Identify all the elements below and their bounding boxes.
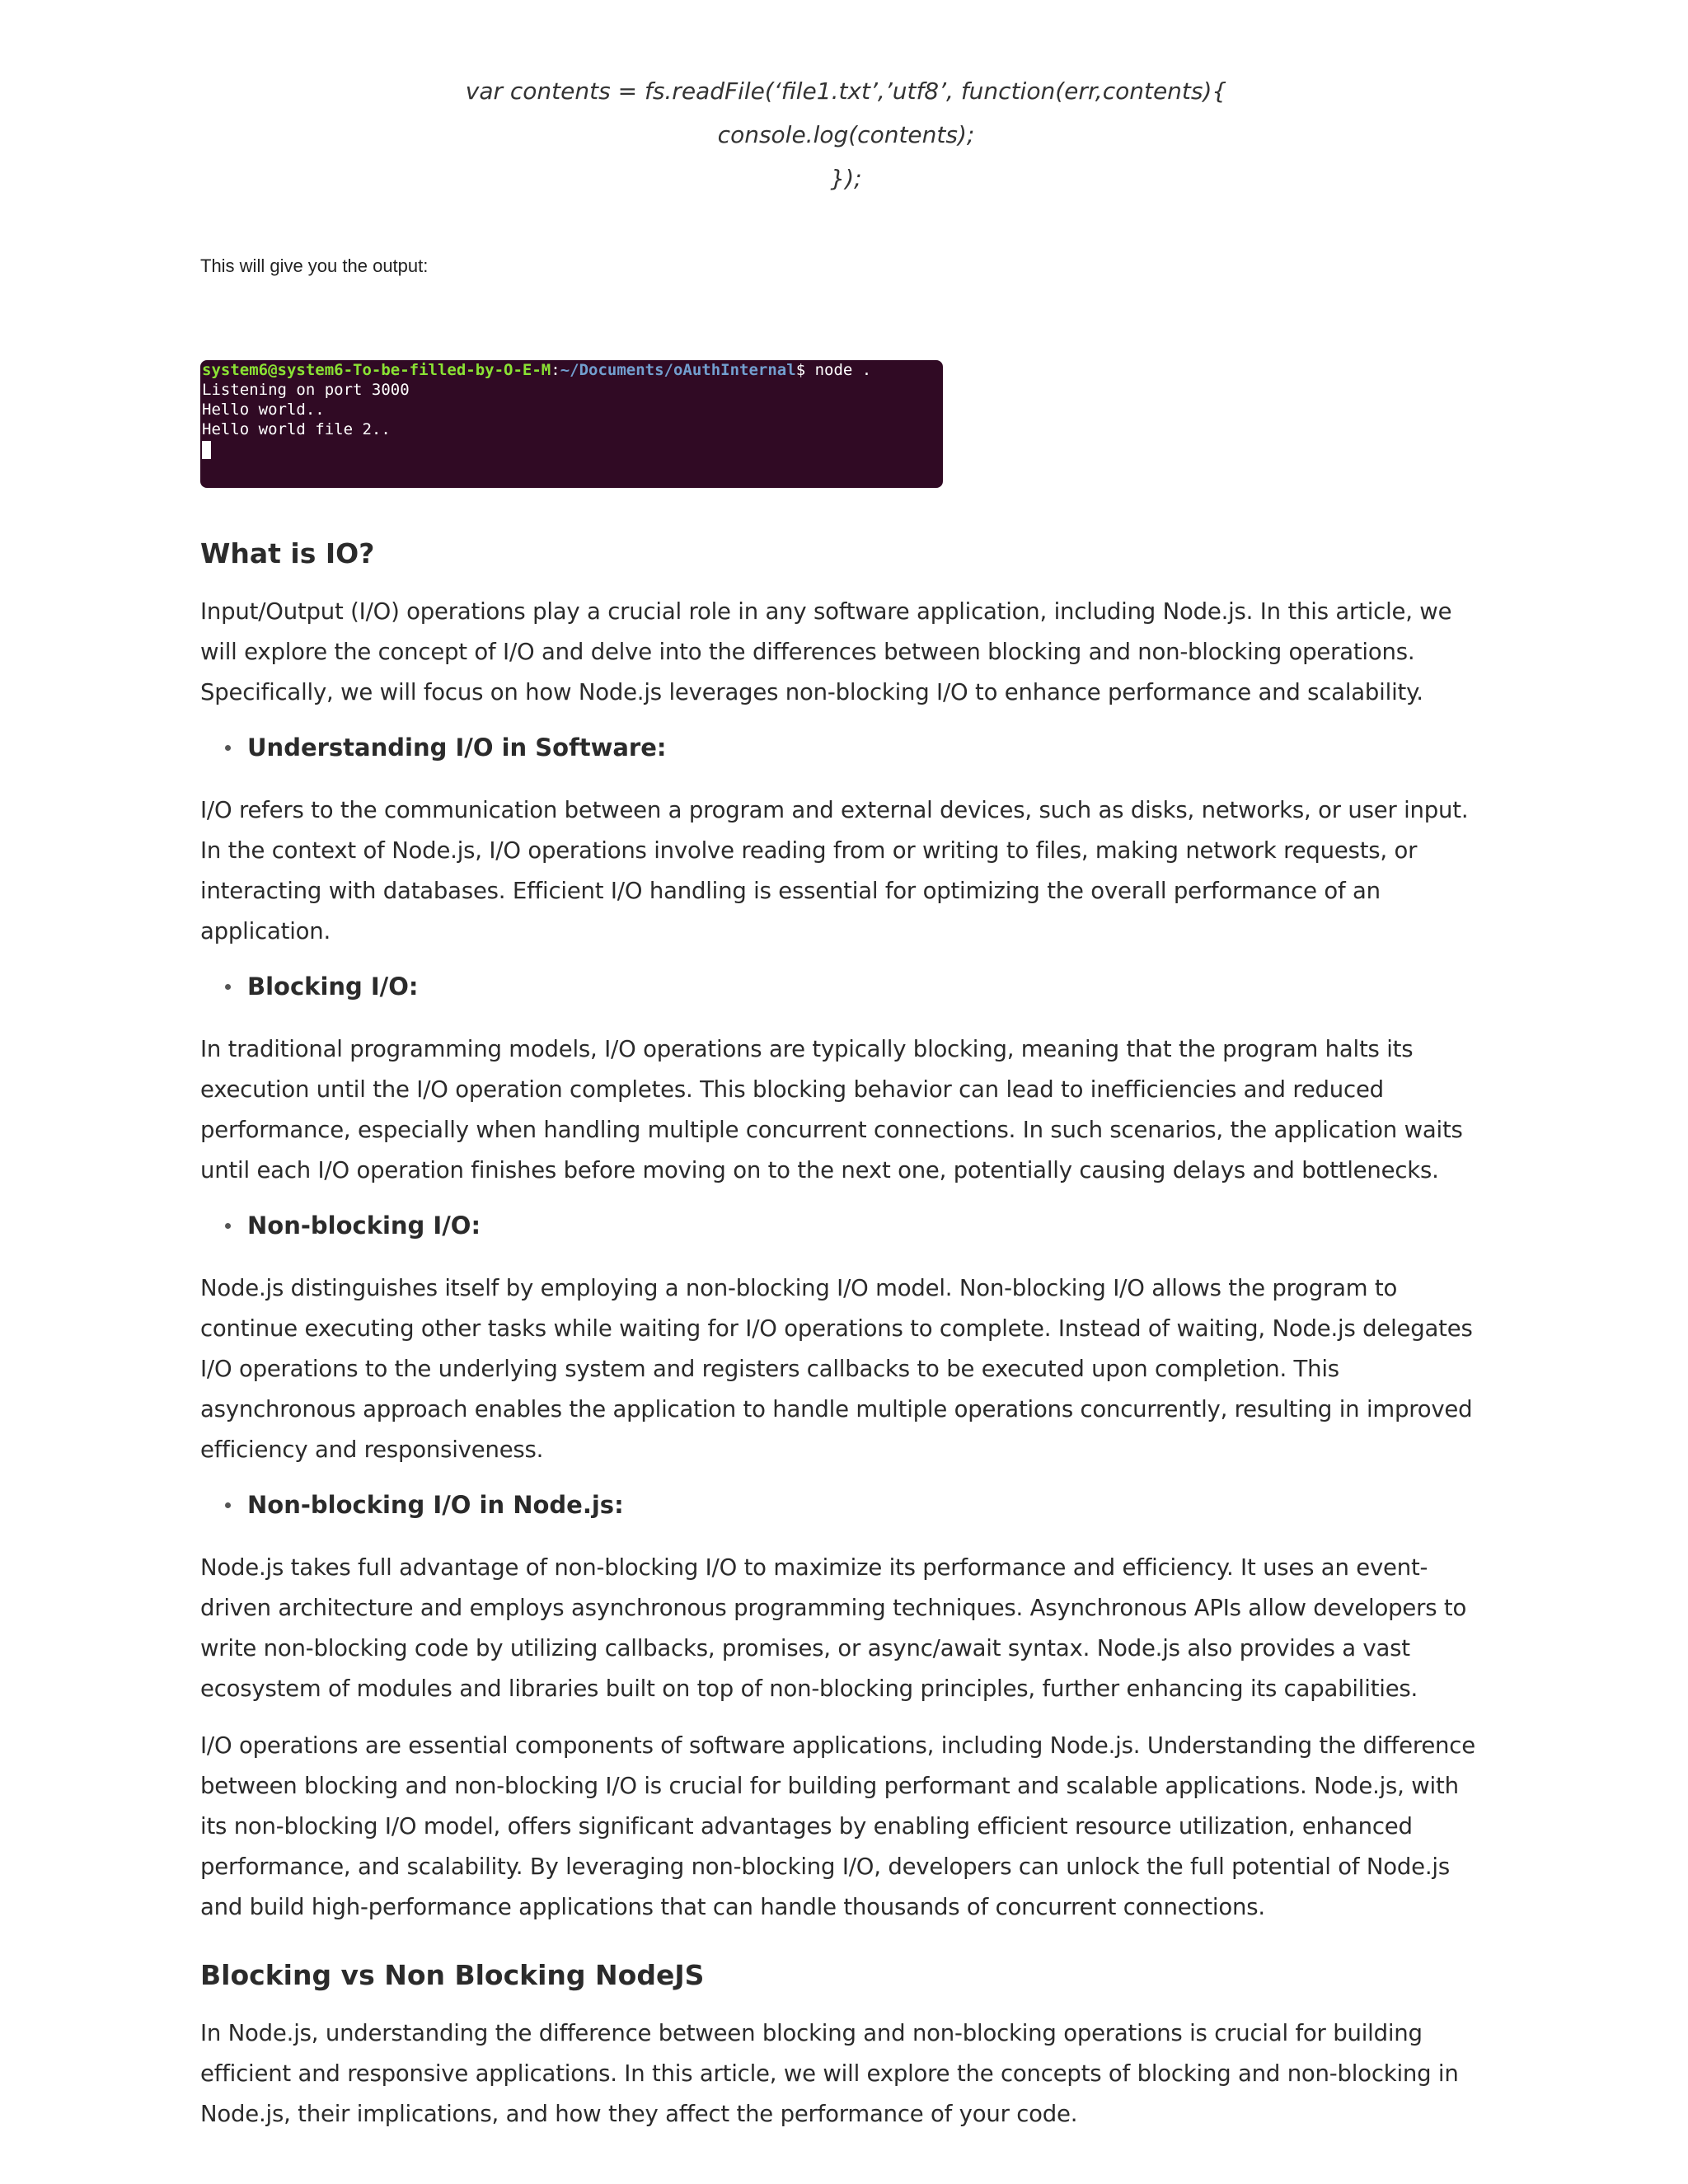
paragraph-non-blocking-nodejs: Node.js takes full advantage of non-blocking I/O to maximize its performance and efficiency. It uses an event-driven architecture and employs asynchronous programming techniques. Asynchronous APIs allow developers to write non-blocking code by utilizing callbacks, promises, or async/await syntax. Node.js also provides a vast ecosystem of modules and libraries built on top of non-blocking principles, further enhancing its capabilities. xyxy=(200,1554,1467,1702)
code-snippet xyxy=(200,69,1492,200)
bullet-dot-icon xyxy=(225,745,231,751)
bullet-dot-icon xyxy=(225,1223,231,1229)
terminal-screenshot xyxy=(200,360,943,488)
paragraph-blocking-intro: In Node.js, understanding the difference between blocking and non-blocking operations is crucial for building efficient and responsive applications. In this article, we will explore the concepts of blocking and non-blocking in Node.js, their implications, and how they affect the performance of your code. xyxy=(200,2020,1459,2127)
paragraph-io-intro: Input/Output (I/O) operations play a crucial role in any software application, including Node.js. In this article, we will explore the concept of I/O and delve into the differences between blocking and non-blocking operations. Specifically, we will focus on how Node.js leverages non-blocking I/O to enhance performance and scalability. xyxy=(200,598,1452,705)
article-content xyxy=(200,534,1492,2151)
bullet-list xyxy=(200,729,1492,766)
bullet-label: Non-blocking I/O in Node.js: xyxy=(247,1491,624,1519)
terminal-output-line: Hello world.. xyxy=(202,401,325,419)
terminal-prompt-path: ~/Documents/oAuthInternal xyxy=(560,361,796,379)
bullet-non-blocking-nodejs xyxy=(200,1487,1492,1523)
bullet-label: Non-blocking I/O: xyxy=(247,1212,481,1240)
paragraph-understanding-io: I/O refers to the communication between a program and external devices, such as disks, networks, or user input. In the context of Node.js, I/O operations involve reading from or writing to files, making network requests, or interacting with databases. Efficient I/O handling is essential for optimizing the overall performance of an application. xyxy=(200,797,1469,944)
section-heading-blocking-vs-non-blocking: Blocking vs Non Blocking NodeJS xyxy=(200,1959,705,1991)
terminal-lines xyxy=(202,360,871,459)
terminal-prompt-colon: : xyxy=(551,361,560,379)
code-line-3: }); xyxy=(830,165,862,192)
paragraph-non-blocking-io: Node.js distinguishes itself by employing a non-blocking I/O model. Non-blocking I/O allows the program to continue executing other tasks while waiting for I/O operations to complete. Instead of waiting, Node.js delegates I/O operations to the underlying system and registers callbacks to be executed upon completion. This asynchronous approach enables the application to handle multiple operations concurrently, resulting in improved efficiency and responsiveness. xyxy=(200,1275,1473,1463)
bullet-dot-icon xyxy=(225,984,231,990)
terminal-prompt-command: $ node . xyxy=(795,361,872,379)
bullet-dot-icon xyxy=(225,1502,231,1508)
terminal-output-line: Hello world file 2.. xyxy=(202,420,391,438)
section-heading-io: What is IO? xyxy=(200,537,375,569)
terminal-prompt-line xyxy=(202,360,871,380)
bullet-understanding-io xyxy=(200,729,1492,766)
terminal-cursor-line xyxy=(202,439,871,459)
bullet-list xyxy=(200,1207,1492,1244)
bullet-blocking-io xyxy=(200,968,1492,1005)
bullet-non-blocking-io xyxy=(200,1207,1492,1244)
code-line-1: var contents = fs.readFile(‘file1.txt’,’utf8’, function(err,contents){ xyxy=(465,77,1227,105)
paragraph-conclusion: I/O operations are essential components of software applications, including Node.js. Understanding the difference between blocking and non-blocking I/O is crucial for building performant and scalable applications. Node.js, with its non-blocking I/O model, offers significant advantages by enabling efficient resource utilization, enhanced performance, and scalability. By leveraging non-blocking I/O, developers can unlock the full potential of Node.js and build high-performance applications that can handle thousands of concurrent connections. xyxy=(200,1732,1475,1920)
bullet-label: Blocking I/O: xyxy=(247,972,419,1001)
terminal-prompt-user: system6@system6-To-be-filled-by-O-E-M xyxy=(202,361,551,379)
output-label: This will give you the output: xyxy=(200,255,429,276)
terminal-output-line: Listening on port 3000 xyxy=(202,381,410,399)
bullet-list xyxy=(200,968,1492,1005)
bullet-list xyxy=(200,1487,1492,1523)
code-line-2: console.log(contents); xyxy=(717,121,975,148)
paragraph-blocking-io: In traditional programming models, I/O operations are typically blocking, meaning that the program halts its execution until the I/O operation completes. This blocking behavior can lead to inefficiencies and reduced performance, especially when handling multiple concurrent connections. In such scenarios, the application waits until each I/O operation finishes before moving on to the next one, potentially causing delays and bottlenecks. xyxy=(200,1036,1463,1183)
terminal-cursor xyxy=(202,441,211,459)
bullet-label: Understanding I/O in Software: xyxy=(247,733,667,762)
